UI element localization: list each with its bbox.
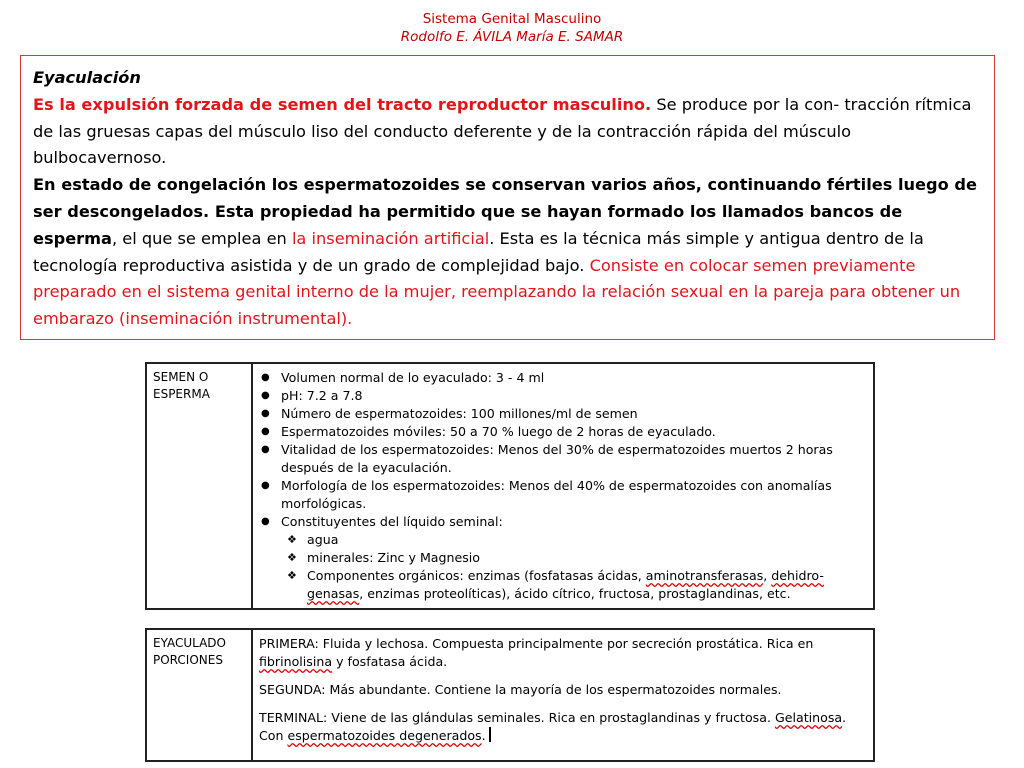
- spellcheck-word: aminotransferasas: [645, 568, 764, 583]
- eyaculado-table-label: EYACULADO PORCIONES: [146, 629, 252, 761]
- primera-text-a: PRIMERA: Fluida y lechosa. Compuesta principalmente por secreción prostática. Rica en: [259, 636, 814, 651]
- organic-text-a: Componentes orgánicos: enzimas (fosfatasas ácidas,: [307, 568, 646, 583]
- definition-text: Es la expulsión forzada de semen del tracto reproductor masculino.: [33, 94, 652, 114]
- sublist-item: ❖ minerales: Zinc y Magnesio: [307, 549, 867, 567]
- inseminacion-term: la inseminación artificial: [291, 228, 490, 248]
- paragraph-definition: [33, 92, 982, 172]
- semen-table: [145, 362, 875, 610]
- definition-detail: Se produce por la con- tracción rítmica de las gruesas capas del músculo liso del conducto deferente y de la contracción rápida del músculo bulbocavernoso.: [33, 94, 972, 168]
- spellcheck-word: fibrinolisina: [259, 654, 333, 669]
- list-item: ● Volumen normal de lo eyaculado: 3 - 4 ml: [281, 369, 867, 387]
- porcion-terminal: [259, 709, 867, 745]
- spellcheck-word: dehidro-genasas: [307, 568, 824, 601]
- organic-text-b: ,: [763, 568, 772, 583]
- terminal-text-b: . Con: [259, 710, 847, 743]
- seminal-constituents-list: [259, 531, 867, 603]
- eyaculado-table: [145, 628, 875, 762]
- sublist-item: [307, 567, 867, 603]
- terminal-text-c: .: [481, 728, 486, 743]
- inseminacion-definition: Consiste en colocar semen previamente preparado en el sistema genital interno de la mujer, reemplazando la relación sexual en la pareja para obtener un embarazo (inseminación instrumental).: [33, 255, 961, 329]
- porcion-segunda: SEGUNDA: Más abundante. Contiene la mayoría de los espermatozoides normales.: [259, 682, 782, 697]
- primera-text-b: y fosfatasa ácida.: [332, 654, 448, 669]
- eyaculado-table-content[interactable]: [252, 629, 874, 761]
- list-item: ● Espermatozoides móviles: 50 a 70 % luego de 2 horas de eyaculado.: [281, 423, 867, 441]
- terminal-text-a: TERMINAL: Viene de las glándulas seminales. Rica en prostaglandinas y fructosa.: [259, 710, 775, 725]
- spellcheck-word: Gelatinosa: [774, 710, 843, 725]
- list-item: ● Constituyentes del líquido seminal:: [281, 513, 867, 531]
- text-cursor: [489, 727, 491, 742]
- eyaculacion-textbox: [20, 55, 995, 340]
- slide-title: Sistema Genital Masculino: [422, 11, 602, 27]
- porcion-primera: [259, 635, 867, 671]
- congelacion-detail-b: . Esta es la técnica más simple y antigua dentro de la tecnología reproductiva asistida y de un grado de complejidad bajo.: [33, 228, 924, 275]
- list-item: ● pH: 7.2 a 7.8: [281, 387, 867, 405]
- slide-header: [0, 10, 1024, 46]
- section-heading: Eyaculación: [33, 68, 141, 87]
- sublist-item: ❖ agua: [307, 531, 867, 549]
- semen-table-content: [252, 363, 874, 609]
- paragraph-congelacion: [33, 172, 982, 333]
- slide-authors: Rodolfo E. ÁVILA María E. SAMAR: [400, 29, 624, 45]
- spellcheck-word: espermatozoides degenerados: [287, 728, 482, 743]
- semen-properties-list: [259, 369, 867, 531]
- list-item: ● Vitalidad de los espermatozoides: Menos del 30% de espermatozoides muertos 2 horas después de la eyaculación.: [281, 441, 867, 477]
- list-item: ● Morfología de los espermatozoides: Menos del 40% de espermatozoides con anomalías morfológicas.: [281, 477, 867, 513]
- organic-text-c: , enzimas proteolíticas), ácido cítrico, fructosa, prostaglandinas, etc.: [359, 586, 791, 601]
- congelacion-detail-a: , el que se emplea en: [111, 228, 292, 248]
- congelacion-text: En estado de congelación los espermatozoides se conservan varios años, continuando fértiles luego de ser descongelados. Esta propiedad ha permitido que se hayan formado los llamados bancos de esperma: [33, 175, 977, 248]
- list-item: ● Número de espermatozoides: 100 millones/ml de semen: [281, 405, 867, 423]
- semen-table-label: SEMEN O ESPERMA: [146, 363, 252, 609]
